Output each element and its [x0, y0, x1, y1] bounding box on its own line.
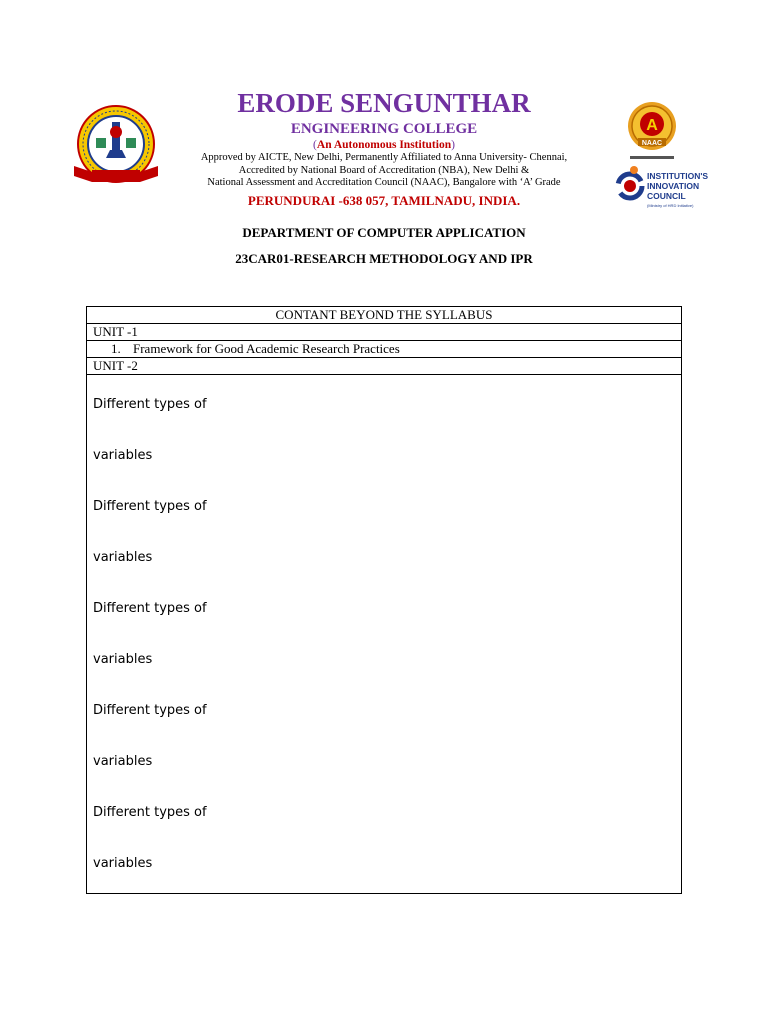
naac-grade-text: A	[646, 117, 658, 134]
autonomous-line	[160, 138, 608, 152]
table-row	[87, 358, 682, 375]
unit2-line: variables	[93, 856, 153, 871]
content-table	[86, 306, 682, 894]
unit2-label: UNIT -2	[87, 358, 682, 375]
table-row	[87, 324, 682, 341]
unit2-line: Different types of	[93, 601, 207, 616]
iic-logo	[614, 162, 714, 214]
course-title: 23CAR01-RESEARCH METHODOLOGY AND IPR	[235, 251, 533, 266]
iic-line-1: INSTITUTION'S	[647, 171, 709, 181]
college-subtitle: ENGINEERING COLLEGE	[290, 121, 478, 137]
college-address: PERUNDURAI -638 057, TAMILNADU, INDIA.	[247, 192, 521, 208]
iic-line-4: (Ministry of HRD Initiative)	[647, 203, 694, 208]
unit1-item-text: Framework for Good Academic Research Practices	[133, 341, 400, 356]
unit1-item-number: 1.	[111, 341, 121, 356]
college-name: ERODE SENGUNTHAR	[237, 88, 531, 118]
unit2-line: variables	[93, 550, 153, 565]
college-seal-logo	[70, 102, 162, 188]
unit2-content	[87, 375, 682, 894]
unit2-line: variables	[93, 652, 153, 667]
unit2-line: variables	[93, 754, 153, 769]
naac-grade-a-logo	[624, 100, 680, 164]
unit2-line: Different types of	[93, 499, 207, 514]
table-heading: CONTANT BEYOND THE SYLLABUS	[87, 307, 682, 324]
table-row	[87, 341, 682, 358]
department-title: DEPARTMENT OF COMPUTER APPLICATION	[242, 225, 526, 240]
unit2-line: variables	[93, 448, 153, 463]
table-row	[87, 375, 682, 894]
unit1-label: UNIT -1	[87, 324, 682, 341]
table-heading-row	[87, 307, 682, 324]
iic-line-2: INNOVATION	[647, 181, 700, 191]
unit2-line: Different types of	[93, 397, 207, 412]
autonomous-open-paren: (	[313, 139, 317, 151]
iic-line-3: COUNCIL	[647, 191, 686, 201]
college-header	[160, 86, 608, 209]
unit1-item	[87, 341, 682, 358]
approval-line-3: National Assessment and Accreditation Council (NAAC), Bangalore with ‘A’ Grade	[207, 177, 561, 188]
approval-line-2: Accredited by National Board of Accreditation (NBA), New Delhi &	[238, 164, 530, 176]
autonomous-close-paren: )	[451, 139, 455, 151]
naac-label-text: NAAC	[641, 140, 663, 147]
autonomous-text: An Autonomous Institution	[316, 139, 452, 151]
unit2-line: Different types of	[93, 703, 207, 718]
approval-line-1: Approved by AICTE, New Delhi, Permanently Affiliated to Anna University- Chennai,	[200, 152, 568, 163]
unit2-line: Different types of	[93, 805, 207, 820]
